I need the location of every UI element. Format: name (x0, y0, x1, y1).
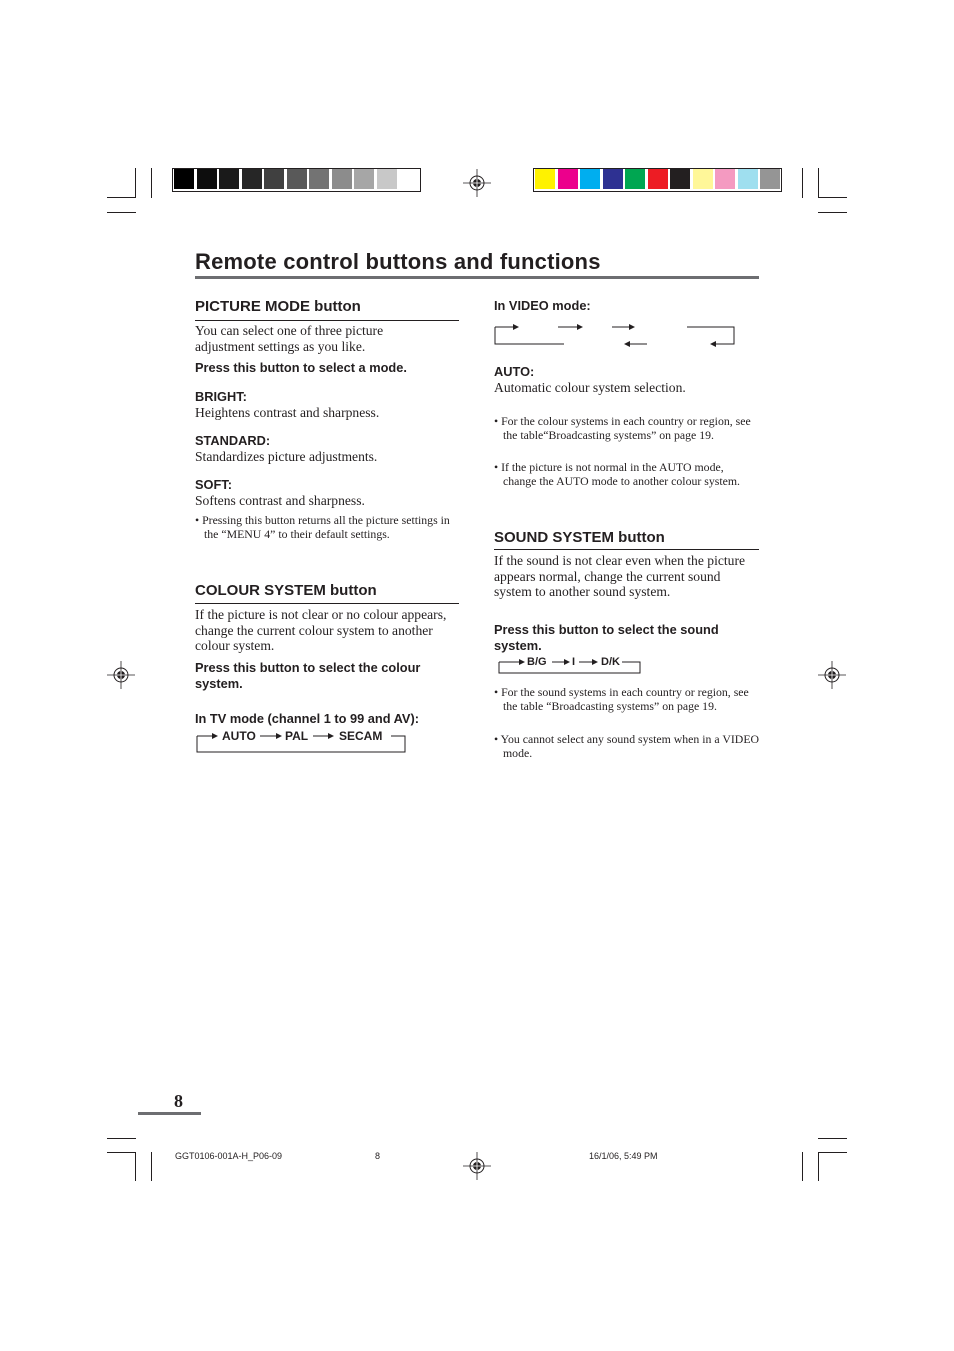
registration-mark-icon (463, 169, 491, 197)
registration-mark-icon (463, 1152, 491, 1180)
color-swatch (558, 169, 578, 189)
crop-mark (107, 1152, 136, 1153)
sound-cycle-diagram (498, 654, 644, 676)
sound-cycle-bg: B/G (527, 656, 547, 668)
tv-cycle-secam: SECAM (339, 729, 383, 743)
section-rule (195, 603, 459, 604)
color-swatch (693, 169, 713, 189)
section-rule (494, 549, 759, 550)
color-swatch (760, 169, 780, 189)
sound-system-note-2: • You cannot select any sound system when in a VIDEO mode. (494, 732, 760, 760)
crop-mark (818, 1152, 819, 1181)
sound-system-heading: SOUND SYSTEM button (494, 529, 665, 546)
sound-system-instruction: Press this button to select the sound system. (494, 622, 719, 653)
color-swatch (648, 169, 668, 189)
video-mode-cycle-diagram (494, 318, 738, 352)
registration-mark-icon (107, 661, 135, 689)
color-swatch (603, 169, 623, 189)
color-swatch (625, 169, 645, 189)
picture-mode-instruction: Press this button to select a mode. (195, 360, 407, 375)
colour-system-heading: COLOUR SYSTEM button (195, 582, 377, 599)
bright-label: BRIGHT: (195, 389, 247, 404)
sound-cycle-i: I (572, 656, 576, 668)
colour-system-intro: If the picture is not clear or no colour appears, change the current colour system to another colour system. (195, 607, 447, 654)
auto-label: AUTO: (494, 364, 535, 379)
sound-cycle-dk: D/K (601, 656, 620, 668)
crop-mark (802, 168, 803, 198)
title-underline (195, 276, 759, 279)
crop-mark (818, 197, 847, 198)
color-swatch (174, 169, 194, 189)
color-swatch (309, 169, 329, 189)
color-swatch (264, 169, 284, 189)
soft-label: SOFT: (195, 477, 232, 492)
color-swatch (197, 169, 217, 189)
crop-mark (151, 1152, 152, 1181)
picture-mode-note: • Pressing this button returns all the picture settings in the “MENU 4” to their default settings. (195, 513, 450, 541)
color-swatch (242, 169, 262, 189)
color-swatch (715, 169, 735, 189)
page-number-underline (138, 1112, 201, 1115)
crop-mark (818, 212, 847, 213)
crop-mark (135, 1152, 136, 1181)
color-swatch (535, 169, 555, 189)
sound-system-note-1: • For the sound systems in each country or region, see the table “Broadcasting systems” on page 19. (494, 685, 749, 713)
page-number: 8 (174, 1091, 183, 1111)
color-swatch (399, 169, 419, 189)
tv-mode-label: In TV mode (channel 1 to 99 and AV): (195, 711, 419, 726)
color-swatch (670, 169, 690, 189)
footer-page: 8 (375, 1151, 381, 1161)
crop-mark (135, 168, 136, 198)
color-swatch (287, 169, 307, 189)
color-swatch (332, 169, 352, 189)
crop-mark (107, 1138, 136, 1139)
crop-mark (107, 212, 136, 213)
tv-cycle-auto: AUTO (222, 729, 256, 743)
crop-mark (818, 1152, 847, 1153)
footer-date: 16/1/06, 5:49 PM (589, 1151, 658, 1161)
color-swatch (377, 169, 397, 189)
footer-file: GGT0106-001A-H_P06-09 (175, 1151, 283, 1161)
sound-system-intro: If the sound is not clear even when the picture appears normal, change the current sound system to another sound system. (494, 553, 746, 600)
soft-text: Softens contrast and sharpness. (195, 493, 365, 508)
section-rule (195, 320, 459, 321)
auto-text: Automatic colour system selection. (494, 380, 686, 395)
colour-system-note-2: • If the picture is not normal in the AUTO mode, change the AUTO mode to another colour system. (494, 460, 740, 488)
color-swatch (580, 169, 600, 189)
tv-cycle-pal: PAL (285, 729, 309, 743)
crop-mark (151, 168, 152, 198)
color-swatch (219, 169, 239, 189)
standard-text: Standardizes picture adjustments. (195, 449, 378, 464)
crop-mark (802, 1152, 803, 1181)
video-mode-label: In VIDEO mode: (494, 298, 591, 313)
page-title: Remote control buttons and functions (195, 249, 601, 274)
bright-text: Heightens contrast and sharpness. (195, 405, 380, 420)
standard-label: STANDARD: (195, 433, 271, 448)
color-swatch (354, 169, 374, 189)
crop-mark (107, 197, 136, 198)
colour-system-note-1: • For the colour systems in each country or region, see the table“Broadcasting systems” on page 19. (494, 414, 751, 442)
color-swatch (738, 169, 758, 189)
picture-mode-intro: You can select one of three picture adjustment settings as you like. (195, 323, 384, 354)
crop-mark (818, 168, 819, 198)
registration-mark-icon (818, 661, 846, 689)
crop-mark (818, 1138, 847, 1139)
picture-mode-heading: PICTURE MODE button (195, 298, 361, 315)
colour-system-instruction: Press this button to select the colour system. (195, 660, 421, 691)
